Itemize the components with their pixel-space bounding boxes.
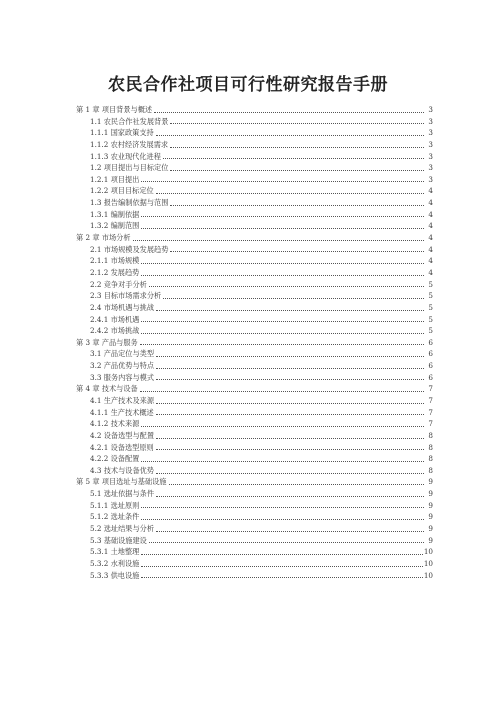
toc-page-number: 10	[423, 558, 433, 568]
toc-section-entry[interactable]	[76, 488, 433, 500]
toc-entry-label: 1.1 农民合作社发展背景	[90, 116, 169, 126]
toc-chapter-entry[interactable]	[76, 232, 433, 244]
toc-page-number: 9	[428, 535, 433, 545]
toc-page-number: 9	[428, 477, 433, 487]
toc-section-entry[interactable]	[76, 523, 433, 535]
toc-dot-leader	[170, 250, 424, 252]
toc-section-entry[interactable]	[76, 139, 433, 151]
toc-entry-label: 2.4.1 市场机遇	[90, 314, 140, 324]
toc-page-number: 4	[428, 198, 433, 208]
toc-entry-label: 1.3.2 编制范围	[90, 221, 140, 231]
toc-page-number: 3	[428, 151, 433, 161]
toc-section-entry[interactable]	[76, 511, 433, 523]
toc-dot-leader	[156, 309, 424, 311]
toc-section-entry[interactable]	[76, 442, 433, 454]
toc-entry-label: 5.1.1 选址原则	[90, 500, 140, 510]
toc-page-number: 5	[428, 326, 433, 336]
toc-dot-leader	[163, 297, 424, 299]
toc-dot-leader	[170, 169, 424, 171]
toc-dot-leader	[154, 111, 424, 113]
toc-section-entry[interactable]	[76, 127, 433, 139]
toc-page-number: 4	[428, 267, 433, 277]
toc-entry-label: 2.4 市场机遇与挑战	[90, 302, 155, 312]
toc-entry-label: 5.3.3 供电设施	[90, 570, 140, 580]
toc-dot-leader	[156, 495, 424, 497]
toc-dot-leader	[156, 378, 424, 380]
table-of-contents	[76, 104, 433, 581]
toc-entry-label: 2.4.2 市场挑战	[90, 326, 140, 336]
toc-entry-label: 1.1.3 农业现代化进程	[90, 151, 161, 161]
toc-page-number: 4	[428, 221, 433, 231]
toc-page-number: 8	[428, 442, 433, 452]
toc-section-entry[interactable]	[76, 174, 433, 186]
toc-dot-leader	[141, 460, 424, 462]
toc-dot-leader	[170, 146, 424, 148]
toc-dot-leader	[156, 134, 424, 136]
toc-dot-leader	[141, 565, 423, 567]
toc-dot-leader	[156, 472, 424, 474]
toc-dot-leader	[141, 332, 424, 334]
toc-section-entry[interactable]	[76, 162, 433, 174]
toc-chapter-entry[interactable]	[76, 104, 433, 116]
toc-page-number: 6	[428, 372, 433, 382]
toc-page-number: 3	[428, 163, 433, 173]
toc-section-entry[interactable]	[76, 395, 433, 407]
toc-section-entry[interactable]	[76, 407, 433, 419]
toc-section-entry[interactable]	[76, 465, 433, 477]
toc-entry-label: 5.1.2 选址条件	[90, 512, 140, 522]
toc-entry-label: 4.2.1 设备选型原则	[90, 442, 154, 452]
toc-dot-leader	[141, 180, 424, 182]
toc-section-entry[interactable]	[76, 151, 433, 163]
toc-page-number: 9	[428, 524, 433, 534]
toc-section-entry[interactable]	[76, 244, 433, 256]
toc-dot-leader	[163, 157, 424, 159]
toc-page-number: 9	[428, 489, 433, 499]
toc-page-number: 5	[428, 314, 433, 324]
toc-section-entry[interactable]	[76, 220, 433, 232]
toc-page-number: 7	[428, 384, 433, 394]
toc-entry-label: 1.2 项目提出与目标定位	[90, 163, 169, 173]
toc-page-number: 8	[428, 454, 433, 464]
toc-chapter-entry[interactable]	[76, 383, 433, 395]
toc-dot-leader	[140, 343, 424, 345]
toc-dot-leader	[156, 437, 424, 439]
toc-entry-label: 4.1 生产技术及来源	[90, 396, 155, 405]
toc-dot-leader	[141, 553, 423, 555]
toc-dot-leader	[169, 483, 425, 485]
toc-section-entry[interactable]	[76, 348, 433, 360]
toc-dot-leader	[170, 204, 424, 206]
toc-section-entry[interactable]	[76, 453, 433, 465]
toc-section-entry[interactable]	[76, 546, 433, 558]
toc-dot-leader	[156, 530, 424, 532]
toc-page-number: 9	[428, 500, 433, 510]
toc-page-number: 6	[428, 361, 433, 371]
toc-page-number: 6	[428, 349, 433, 359]
toc-page-number: 5	[428, 279, 433, 289]
toc-page-number: 7	[428, 419, 433, 429]
toc-dot-leader	[149, 541, 424, 543]
toc-entry-label: 5.2 选址结果与分析	[90, 524, 155, 534]
toc-page-number: 4	[428, 244, 433, 254]
toc-entry-label: 第 4 章 技术与设备	[76, 384, 138, 394]
toc-entry-label: 5.3.2 水利设施	[90, 558, 140, 568]
toc-dot-leader	[156, 355, 424, 357]
toc-entry-label: 1.3.1 编制依据	[90, 209, 140, 219]
toc-entry-label: 1.2.2 项目目标定位	[90, 186, 154, 196]
toc-dot-leader	[141, 227, 424, 229]
toc-page-number: 8	[428, 430, 433, 440]
toc-entry-label: 2.1.1 市场规模	[90, 256, 140, 266]
toc-dot-leader	[141, 576, 423, 578]
toc-entry-label: 5.3.1 土地整理	[90, 547, 140, 557]
toc-dot-leader	[141, 320, 424, 322]
toc-dot-leader	[141, 215, 424, 217]
toc-entry-label: 3.3 服务内容与模式	[90, 372, 155, 382]
toc-dot-leader	[156, 192, 424, 194]
toc-entry-label: 4.1.2 技术来源	[90, 419, 140, 429]
toc-page-number: 10	[423, 570, 433, 580]
toc-section-entry[interactable]	[76, 500, 433, 512]
toc-page-number: 3	[428, 104, 433, 114]
toc-section-entry[interactable]	[76, 279, 433, 291]
toc-dot-leader	[140, 390, 424, 392]
toc-section-entry[interactable]	[76, 570, 433, 582]
toc-section-entry[interactable]	[76, 302, 433, 314]
toc-page-number: 5	[428, 291, 433, 301]
toc-dot-leader	[141, 274, 424, 276]
toc-entry-label: 第 3 章 产品与服务	[76, 337, 138, 347]
toc-entry-label: 4.3 技术与设备优势	[90, 465, 155, 475]
toc-dot-leader	[149, 285, 424, 287]
toc-dot-leader	[133, 239, 424, 241]
toc-section-entry[interactable]	[76, 325, 433, 337]
toc-page-number: 3	[428, 174, 433, 184]
toc-section-entry[interactable]	[76, 430, 433, 442]
toc-page-number: 10	[423, 547, 433, 557]
toc-dot-leader	[156, 367, 424, 369]
toc-page-number: 7	[428, 407, 433, 417]
toc-entry-label: 4.1.1 生产技术概述	[90, 407, 154, 417]
toc-section-entry[interactable]	[76, 116, 433, 128]
toc-page-number: 3	[428, 128, 433, 138]
toc-entry-label: 1.1.2 农村经济发展需求	[90, 139, 169, 149]
document-title: 农民合作社项目可行性研究报告手册	[108, 75, 388, 95]
toc-section-entry[interactable]	[76, 535, 433, 547]
toc-section-entry[interactable]	[76, 267, 433, 279]
toc-page-number: 4	[428, 256, 433, 266]
toc-page-number: 8	[428, 465, 433, 475]
toc-entry-label: 3.2 产品优势与特点	[90, 361, 155, 371]
toc-entry-label: 1.1.1 国家政策支持	[90, 128, 154, 138]
toc-entry-label: 第 5 章 项目选址与基础设施	[76, 477, 167, 487]
toc-dot-leader	[141, 425, 424, 427]
toc-section-entry[interactable]	[76, 197, 433, 209]
toc-chapter-entry[interactable]	[76, 337, 433, 349]
toc-page-number: 7	[428, 396, 433, 405]
toc-entry-label: 1.3 报告编制依据与范围	[90, 198, 169, 208]
toc-dot-leader	[156, 413, 424, 415]
toc-entry-label: 2.1 市场规模及发展趋势	[90, 244, 169, 254]
toc-entry-label: 3.1 产品定位与类型	[90, 349, 155, 359]
toc-dot-leader	[141, 506, 424, 508]
toc-section-entry[interactable]	[76, 290, 433, 302]
toc-entry-label: 2.2 竞争对手分析	[90, 279, 147, 289]
toc-entry-label: 4.2.2 设备配置	[90, 454, 140, 464]
toc-section-entry[interactable]	[76, 185, 433, 197]
toc-section-entry[interactable]	[76, 558, 433, 570]
toc-page-number: 4	[428, 209, 433, 219]
toc-section-entry[interactable]	[76, 418, 433, 430]
toc-entry-label: 2.3 目标市场需求分析	[90, 291, 162, 301]
toc-entry-label: 5.1 选址依据与条件	[90, 489, 155, 499]
toc-section-entry[interactable]	[76, 360, 433, 372]
toc-page-number: 5	[428, 302, 433, 312]
toc-entry-label: 第 1 章 项目背景与概述	[76, 104, 153, 114]
toc-page-number: 6	[428, 337, 433, 347]
toc-page-number: 3	[428, 116, 433, 126]
toc-section-entry[interactable]	[76, 372, 433, 384]
toc-section-entry[interactable]	[76, 255, 433, 267]
toc-dot-leader	[156, 402, 424, 404]
toc-page-number: 4	[428, 233, 433, 243]
toc-dot-leader	[141, 518, 424, 520]
toc-entry-label: 4.2 设备选型与配置	[90, 430, 155, 440]
toc-page-number: 4	[428, 186, 433, 196]
toc-chapter-entry[interactable]	[76, 477, 433, 489]
toc-dot-leader	[141, 262, 424, 264]
toc-page-number: 9	[428, 512, 433, 522]
toc-dot-leader	[156, 448, 424, 450]
toc-dot-leader	[170, 122, 424, 124]
toc-entry-label: 第 2 章 市场分析	[76, 233, 131, 243]
toc-entry-label: 2.1.2 发展趋势	[90, 267, 140, 277]
toc-section-entry[interactable]	[76, 209, 433, 221]
toc-entry-label: 5.3 基础设施建设	[90, 535, 147, 545]
toc-entry-label: 1.2.1 项目提出	[90, 174, 140, 184]
toc-section-entry[interactable]	[76, 314, 433, 326]
toc-page-number: 3	[428, 139, 433, 149]
